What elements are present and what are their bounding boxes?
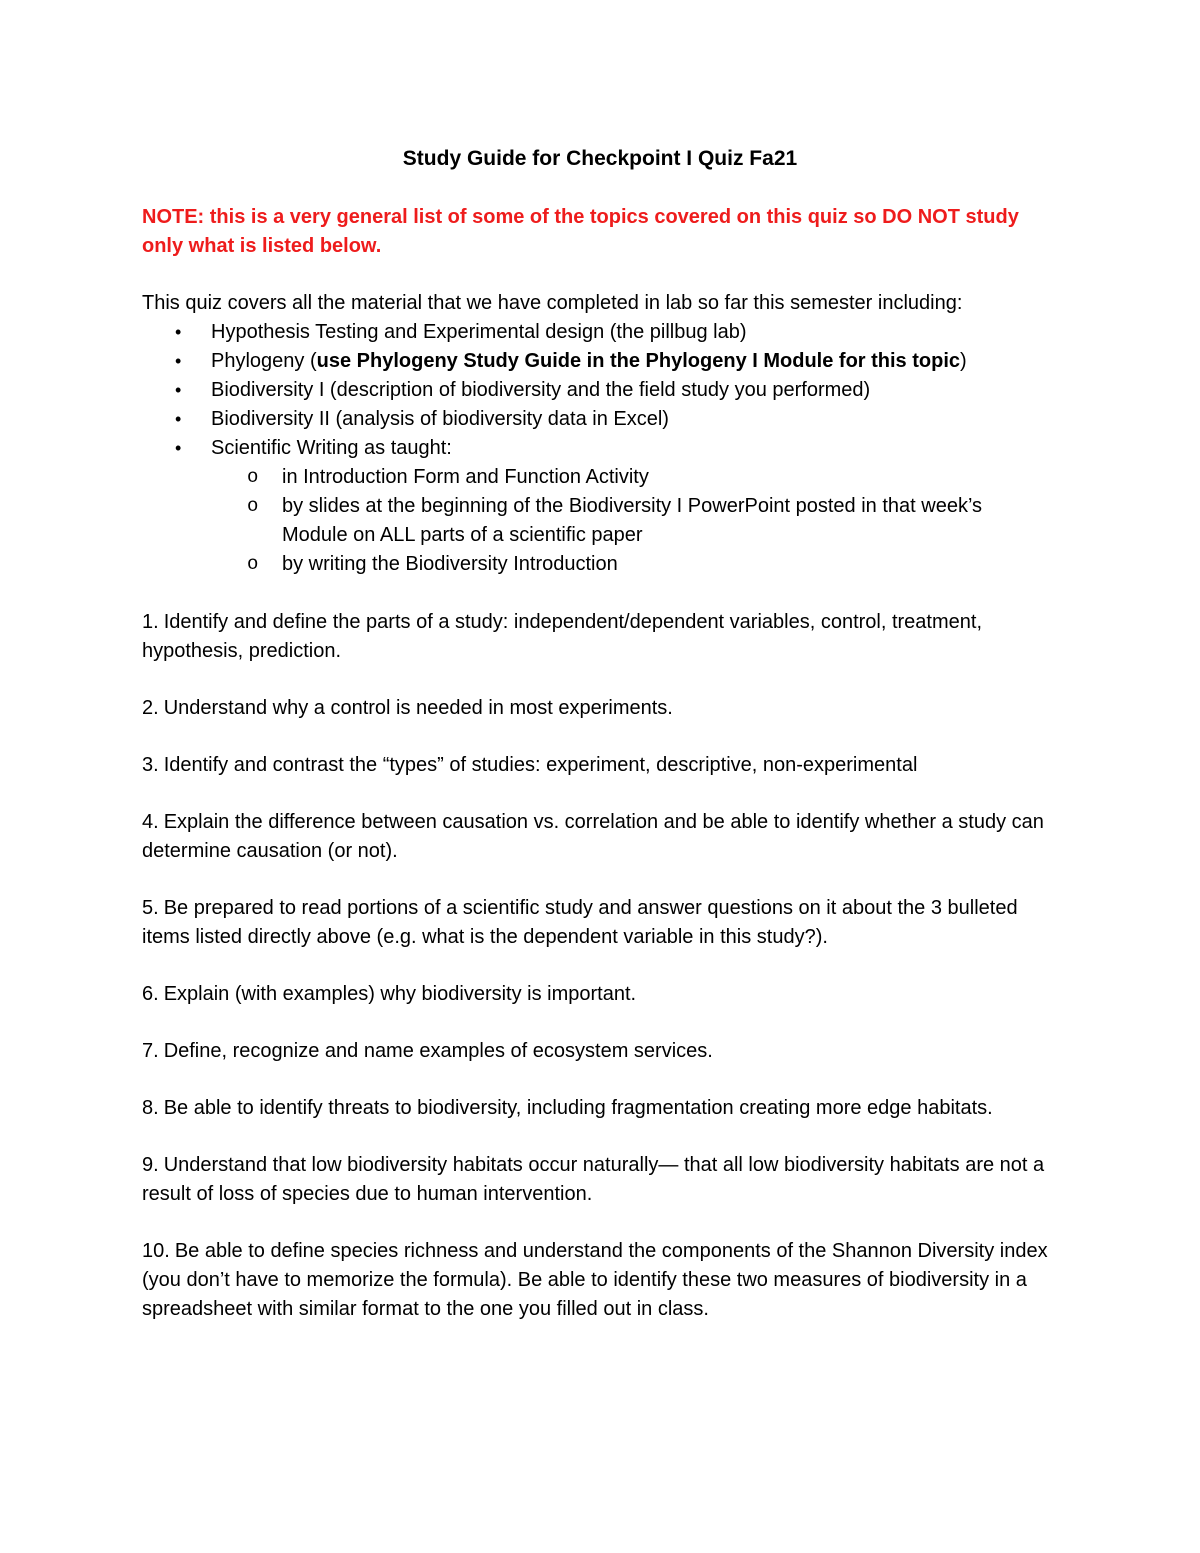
- subtopic-text: in Introduction Form and Function Activity: [282, 466, 649, 488]
- topic-text: Biodiversity II (analysis of biodiversity data in Excel): [211, 408, 669, 430]
- bullet-icon: •: [175, 322, 182, 342]
- topic-text-bold: use Phylogeny Study Guide in the Phylogeny I Module for this topic: [316, 350, 961, 372]
- document-title: Study Guide for Checkpoint I Quiz Fa21: [402, 147, 798, 170]
- bullet-icon: •: [175, 380, 182, 400]
- note-warning: NOTE: this is a very general list of some of the topics covered on this quiz so DO NOT study only what is listed below.: [142, 206, 1019, 257]
- bullet-icon: •: [175, 409, 182, 429]
- item-text: Define, recognize and name examples of ecosystem services.: [163, 1040, 713, 1062]
- item-text: Explain the difference between causation vs. correlation and be able to identify whether a study can determine causation (or not).: [142, 811, 1044, 862]
- item-number: 10.: [142, 1240, 170, 1262]
- item-number: 1.: [142, 611, 159, 633]
- numbered-item: [142, 980, 1050, 1009]
- subtopic-item: [211, 492, 1050, 550]
- subtopic-item: [211, 550, 1050, 579]
- numbered-item: [142, 751, 1050, 780]
- item-text: Identify and define the parts of a study: independent/dependent variables, control, treatment, hypothesis, prediction.: [142, 611, 983, 662]
- item-number: 7.: [142, 1040, 159, 1062]
- topic-text: Scientific Writing as taught:: [211, 437, 452, 459]
- numbered-item: [142, 694, 1050, 723]
- intro-text: This quiz covers all the material that we have completed in lab so far this semester including:: [142, 292, 963, 314]
- topic-item: [142, 405, 1050, 434]
- numbered-item: [142, 1151, 1050, 1209]
- bullet-icon: •: [175, 351, 182, 371]
- subtopic-text: by slides at the beginning of the Biodiversity I PowerPoint posted in that week’s Module on ALL parts of a scientific paper: [282, 495, 983, 546]
- item-number: 4.: [142, 811, 159, 833]
- numbered-item: [142, 808, 1050, 866]
- item-number: 5.: [142, 897, 159, 919]
- subtopic-text: by writing the Biodiversity Introduction: [282, 553, 618, 575]
- numbered-item: [142, 1094, 1050, 1123]
- topic-text: Biodiversity I (description of biodiversity and the field study you performed): [211, 379, 871, 401]
- circle-bullet-icon: o: [247, 466, 259, 488]
- item-text: Identify and contrast the “types” of studies: experiment, descriptive, non-experimental: [163, 754, 918, 776]
- item-number: 6.: [142, 983, 159, 1005]
- circle-bullet-icon: o: [247, 553, 259, 575]
- item-number: 2.: [142, 697, 159, 719]
- topic-item: [142, 434, 1050, 579]
- topic-text-suffix: ): [960, 350, 967, 372]
- numbered-item: [142, 608, 1050, 666]
- numbered-item: [142, 894, 1050, 952]
- topic-item: [142, 347, 1050, 376]
- numbered-item: [142, 1237, 1050, 1324]
- item-text: Be able to define species richness and understand the components of the Shannon Diversity index (you don’t have to memorize the formula). Be able to identify these two measures of biodiversity in a spreadsheet with similar format to the one you filled out in class.: [142, 1240, 1048, 1320]
- topic-text-prefix: Phylogeny (: [211, 350, 317, 372]
- item-number: 8.: [142, 1097, 159, 1119]
- circle-bullet-icon: o: [247, 495, 259, 517]
- item-number: 3.: [142, 754, 159, 776]
- topic-list: [142, 318, 1050, 579]
- subtopic-item: [211, 463, 1050, 492]
- item-text: Explain (with examples) why biodiversity is important.: [163, 983, 637, 1005]
- bullet-icon: •: [175, 438, 182, 458]
- numbered-items: [142, 608, 1050, 1324]
- item-text: Be prepared to read portions of a scientific study and answer questions on it about the 3 bulleted items listed directly above (e.g. what is the dependent variable in this study?).: [142, 897, 1018, 948]
- item-number: 9.: [142, 1154, 159, 1176]
- item-text: Understand that low biodiversity habitats occur naturally— that all low biodiversity habitats are not a result of loss of species due to human intervention.: [142, 1154, 1045, 1205]
- numbered-item: [142, 1037, 1050, 1066]
- topic-text: Hypothesis Testing and Experimental design (the pillbug lab): [211, 321, 747, 343]
- subtopic-list: [211, 463, 1050, 579]
- item-text: Be able to identify threats to biodiversity, including fragmentation creating more edge habitats.: [163, 1097, 993, 1119]
- topic-item: [142, 318, 1050, 347]
- item-text: Understand why a control is needed in most experiments.: [163, 697, 673, 719]
- topic-item: [142, 376, 1050, 405]
